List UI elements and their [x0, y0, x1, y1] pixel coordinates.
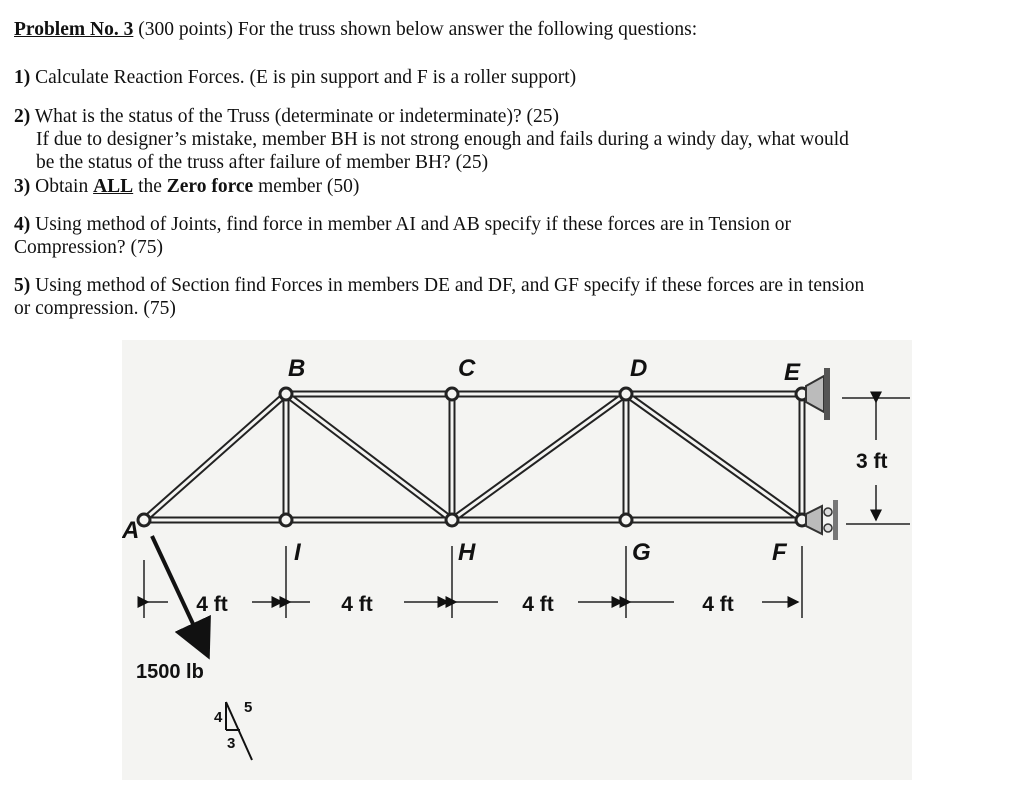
slope-hypotenuse: 5 [244, 699, 253, 716]
q4-line2: Compression? (75) [14, 237, 163, 258]
question-5 [14, 274, 864, 297]
joint-G [620, 514, 632, 526]
member-fill-BH [286, 394, 452, 520]
label-G: G [632, 539, 651, 566]
joint-C [446, 388, 458, 400]
q3-mid: the [133, 176, 167, 197]
q3-pre: Obtain [30, 176, 94, 197]
q3-all: ALL [93, 176, 134, 197]
label-F: F [772, 539, 787, 566]
question-2 [14, 105, 559, 128]
problem-points: (300 points) For the truss shown below answer the following questions: [133, 19, 698, 40]
question-4 [14, 213, 791, 236]
joint-I [280, 514, 292, 526]
q4-text: Using method of Joints, find force in member AI and AB specify if these forces are in Tension or [30, 214, 792, 235]
q1-text: Calculate Reaction Forces. (E is pin support and F is a roller support) [30, 67, 577, 88]
label-D: D [630, 355, 648, 382]
dim-label-2: 4 ft [341, 593, 373, 616]
label-A: A [122, 517, 140, 544]
q2-number: 2) [14, 106, 31, 127]
truss-members-outline [144, 394, 802, 520]
label-B: B [288, 355, 306, 382]
dim-height-label: 3 ft [856, 450, 888, 473]
label-E: E [784, 359, 801, 386]
roller-support-F [806, 500, 838, 540]
slope-vertical: 4 [214, 709, 223, 726]
q4-number: 4) [14, 214, 31, 235]
q2-line2: If due to designer’s mistake, member BH is not strong enough and fails during a windy day, what would [36, 129, 849, 150]
q1-number: 1) [14, 67, 31, 88]
member-fill-AB [144, 394, 286, 520]
joint-D [620, 388, 632, 400]
q5-number: 5) [14, 275, 31, 296]
label-C: C [458, 355, 476, 382]
pin-support-E [806, 368, 830, 420]
slope-horizontal: 3 [227, 735, 236, 752]
q2-line3: be the status of the truss after failure of member BH? (25) [36, 152, 489, 173]
dim-label-3: 4 ft [522, 593, 554, 616]
label-I: I [294, 539, 301, 566]
truss-figure [122, 340, 912, 780]
problem-heading: Problem No. 3 [14, 19, 134, 40]
q3-post: member (50) [253, 176, 360, 197]
truss-diagram [122, 340, 912, 780]
member-fill-DF [626, 394, 802, 520]
joint-A [138, 514, 150, 526]
q5-line2: or compression. (75) [14, 298, 176, 319]
question-1 [14, 66, 576, 89]
question-3 [14, 175, 359, 198]
joint-B [280, 388, 292, 400]
label-H: H [458, 539, 476, 566]
load-label: 1500 lb [136, 661, 204, 683]
q3-number: 3) [14, 176, 31, 197]
joint-H [446, 514, 458, 526]
q5-text: Using method of Section find Forces in members DE and DF, and GF specify if these forces are in tension [30, 275, 865, 296]
dim-label-1: 4 ft [196, 593, 228, 616]
joint-labels [122, 355, 801, 566]
q3-zero-force: Zero force [166, 176, 254, 197]
dim-label-4: 4 ft [702, 593, 734, 616]
problem-heading-line [14, 18, 697, 41]
q2-text: What is the status of the Truss (determinate or indeterminate)? (25) [30, 106, 559, 127]
member-fill-HD [452, 394, 626, 520]
